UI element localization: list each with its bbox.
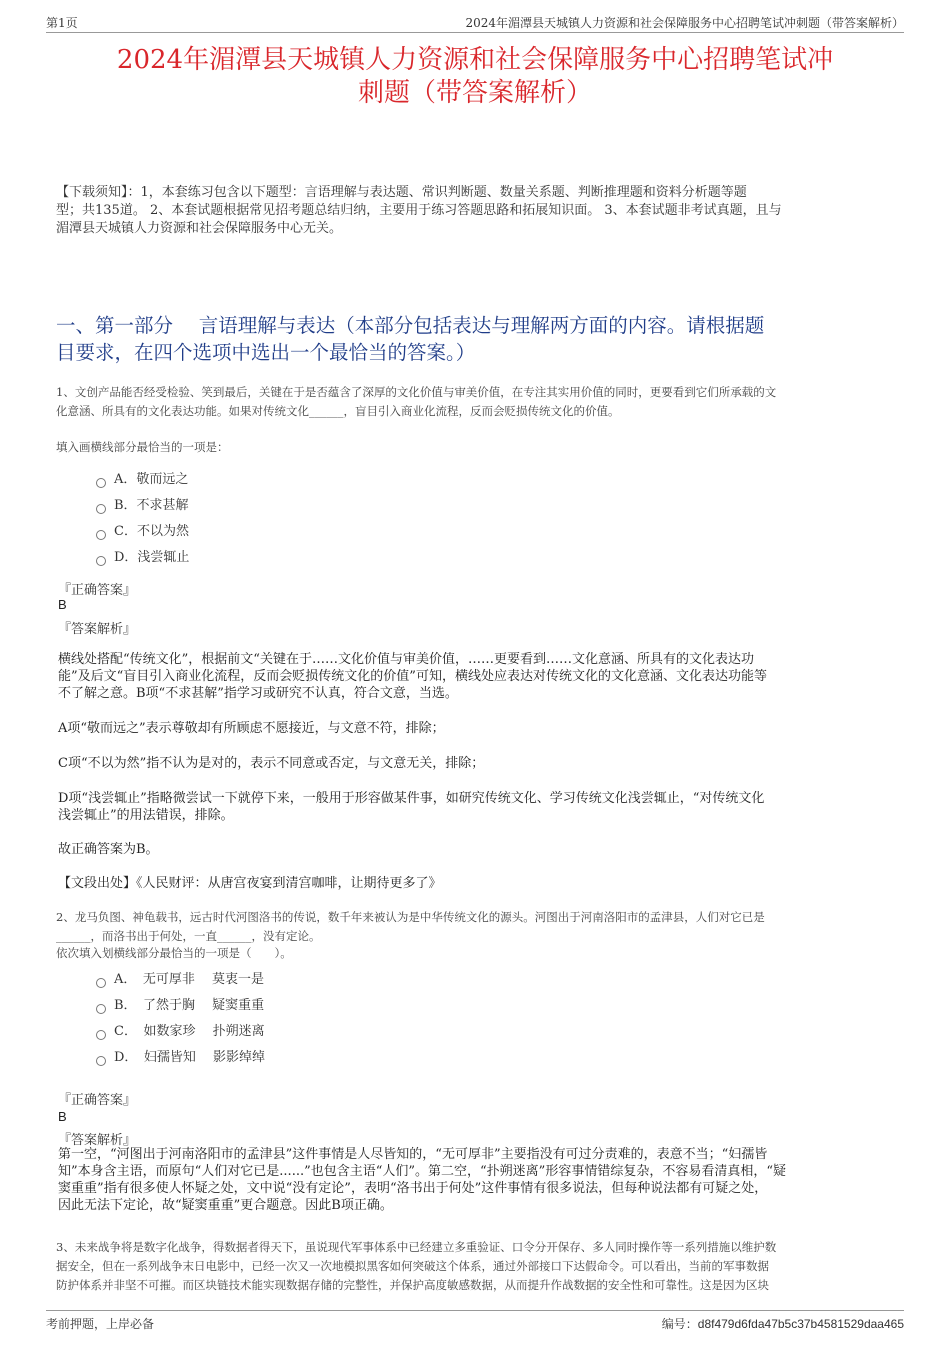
- page-footer: [46, 1310, 904, 1335]
- radio-icon[interactable]: [96, 1030, 106, 1040]
- question-1-prompt: 填入画横线部分最恰当的一项是：: [56, 440, 229, 454]
- analysis-line: 知”本身含主语，而原句“人们对它已是......”也包含主语“人们”。第二空，“扑朔迷离”形容事情错综复杂，不容易看清真相，“疑: [58, 1164, 786, 1179]
- radio-icon[interactable]: [96, 504, 106, 514]
- download-notice: [56, 184, 900, 238]
- analysis-label: 『答案解析』: [58, 1133, 137, 1148]
- analysis-line: 第一空，“河图出于河南洛阳市的孟津县”这件事情是人尽皆知的，“无可厚非”主要指没有可过分责难的，表意不当；“妇孺皆: [58, 1147, 768, 1162]
- radio-icon[interactable]: [96, 530, 106, 540]
- notice-line: 【下载须知】：1，本套练习包含以下题型：言语理解与表达题、常识判断题、数量关系题、判断推理题和资料分析题等题: [56, 185, 747, 200]
- analysis-paragraph: 故正确答案为B。: [58, 842, 159, 857]
- analysis-label: 『答案解析』: [58, 622, 137, 637]
- analysis-paragraph: C项“不以为然”指不认为是对的，表示不同意或否定，与文意无关，排除；: [58, 756, 485, 771]
- option-label: A． 无可厚非 莫衷一是: [114, 972, 265, 987]
- analysis-paragraph: [58, 651, 900, 702]
- question-2-stem: [56, 908, 900, 963]
- stem-line: 化意涵、所具有的文化表达功能。如果对传统文化______，盲目引入商业化流程，反而会贬损传统文化的价值。: [56, 404, 620, 418]
- option-label: A．敬而远之: [114, 472, 189, 487]
- option-a[interactable]: [96, 967, 265, 993]
- option-label: D． 妇孺皆知 影影绰绰: [114, 1050, 266, 1065]
- source-citation: 【文段出处】《人民财评：从唐宫夜宴到清宫咖啡，让期待更多了》: [58, 876, 442, 891]
- option-c[interactable]: [96, 519, 189, 545]
- section-line: 目要求，在四个选项中选出一个最恰当的答案。）: [56, 341, 476, 364]
- analysis-line: 能”及后文“盲目引入商业化流程，反而会贬损传统文化的价值”可知，横线处应表达对传统文化的文化意涵、文化表达功能等: [58, 669, 767, 684]
- footer-slogan: 考前押题，上岸必备: [46, 1317, 155, 1331]
- analysis-paragraph: [58, 1146, 900, 1214]
- footer-code-label: 编号：: [661, 1317, 698, 1331]
- radio-icon[interactable]: [96, 478, 106, 488]
- option-label: C． 如数家珍 扑朔迷离: [114, 1024, 265, 1039]
- analysis-line: D项“浅尝辄止”指略微尝试一下就停下来，一般用于形容做某件事，如研究传统文化、学习传统文化浅尝辄止，“对传统文化: [58, 791, 765, 806]
- answer-value: B: [58, 597, 67, 612]
- radio-icon[interactable]: [96, 556, 106, 566]
- option-c[interactable]: [96, 1019, 265, 1045]
- analysis-line: 窦重重”指有很多使人怀疑之处，文中说“没有定论”，表明“洛书出于何处”这件事情有很多说法，但每种说法都有可疑之处，: [58, 1181, 768, 1196]
- analysis-paragraph: [58, 790, 900, 824]
- radio-icon[interactable]: [96, 1004, 106, 1014]
- option-label: D．浅尝辄止: [114, 550, 190, 565]
- stem-line: 2、龙马负图、神龟载书，远古时代河图洛书的传说，数千年来被认为是中华传统文化的源头。河图出于河南洛阳市的孟津县，人们对它已是: [56, 910, 765, 924]
- section-heading: [56, 312, 900, 366]
- option-label: C．不以为然: [114, 524, 189, 539]
- option-b[interactable]: [96, 493, 189, 519]
- footer-code: [662, 1315, 904, 1332]
- analysis-line: 不了解之意。B项“不求甚解”指学习或研究不认真，符合文意，当选。: [58, 686, 458, 701]
- option-a[interactable]: [96, 467, 189, 493]
- question-1-stem: [56, 383, 900, 421]
- notice-line: 型；共135道。 2、本套试题根据常见招考题总结归纳，主要用于练习答题思路和拓展知识面。 3、本套试题非考试真题，且与: [56, 203, 782, 218]
- stem-line: 1、文创产品能否经受检验、笑到最后，关键在于是否蕴含了深厚的文化价值与审美价值，在专注其实用价值的同时，更要看到它们所承载的文: [56, 385, 777, 399]
- radio-icon[interactable]: [96, 1056, 106, 1066]
- option-label: B．不求甚解: [114, 498, 189, 513]
- option-d[interactable]: [96, 1045, 265, 1071]
- stem-line: 3、未来战争将是数字化战争，得数据者得天下，虽说现代军事体系中已经建立多重验证、口令分开保存、多人同时操作等一系列措施以维护数: [56, 1240, 777, 1254]
- analysis-paragraph: A项“敬而远之”表示尊敬却有所顾虑不愿接近，与文意不符，排除；: [58, 721, 445, 736]
- title-line: 刺题（带答案解析）: [357, 78, 592, 108]
- page-title: [46, 44, 904, 110]
- stem-line: 据安全，但在一系列战争末日电影中，已经一次又一次地模拟黑客如何突破这个体系，通过外部接口下达假命令。可以看出，当前的军事数据: [56, 1259, 769, 1273]
- option-d[interactable]: [96, 545, 189, 571]
- answer-label: 『正确答案』: [58, 1093, 137, 1108]
- option-label: B． 了然于胸 疑窦重重: [114, 998, 265, 1013]
- question-3-stem: [56, 1238, 900, 1295]
- answer-label: 『正确答案』: [58, 583, 137, 598]
- header-doc-title: 2024年湄潭县天城镇人力资源和社会保障服务中心招聘笔试冲刺题（带答案解析）: [465, 16, 904, 30]
- section-line: 一、第一部分 言语理解与表达（本部分包括表达与理解两方面的内容。请根据题: [56, 314, 765, 337]
- title-line: 2024年湄潭县天城镇人力资源和社会保障服务中心招聘笔试冲: [116, 45, 834, 75]
- notice-line: 湄潭县天城镇人力资源和社会保障服务中心无关。: [56, 221, 343, 236]
- question-1-options: [96, 467, 189, 571]
- stem-line: ______，而洛书出于何处，一直______，没有定论。: [56, 929, 321, 943]
- analysis-line: 横线处搭配“传统文化”，根据前文“关键在于……文化价值与审美价值，……更要看到……文化意涵、所具有的文化表达功: [58, 652, 754, 667]
- analysis-line: 浅尝辄止”的用法错误，排除。: [58, 808, 234, 823]
- stem-line: 依次填入划横线部分最恰当的一项是（ ）。: [56, 946, 292, 960]
- page-header: [46, 12, 904, 33]
- answer-value: B: [58, 1109, 67, 1124]
- analysis-line: 因此无法下定论，故“疑窦重重”更合题意。因此B项正确。: [58, 1198, 393, 1213]
- question-2-options: [96, 967, 265, 1071]
- radio-icon[interactable]: [96, 978, 106, 988]
- option-b[interactable]: [96, 993, 265, 1019]
- footer-code-value: d8f479d6fda47b5c37b4581529daa465: [697, 1317, 904, 1331]
- stem-line: 防护体系并非坚不可摧。而区块链技术能实现数据存储的完整性，并保护高度敏感数据，从而提升作战数据的安全性和可靠性。这是因为区块: [56, 1278, 769, 1292]
- page-number: 第1页: [46, 16, 78, 30]
